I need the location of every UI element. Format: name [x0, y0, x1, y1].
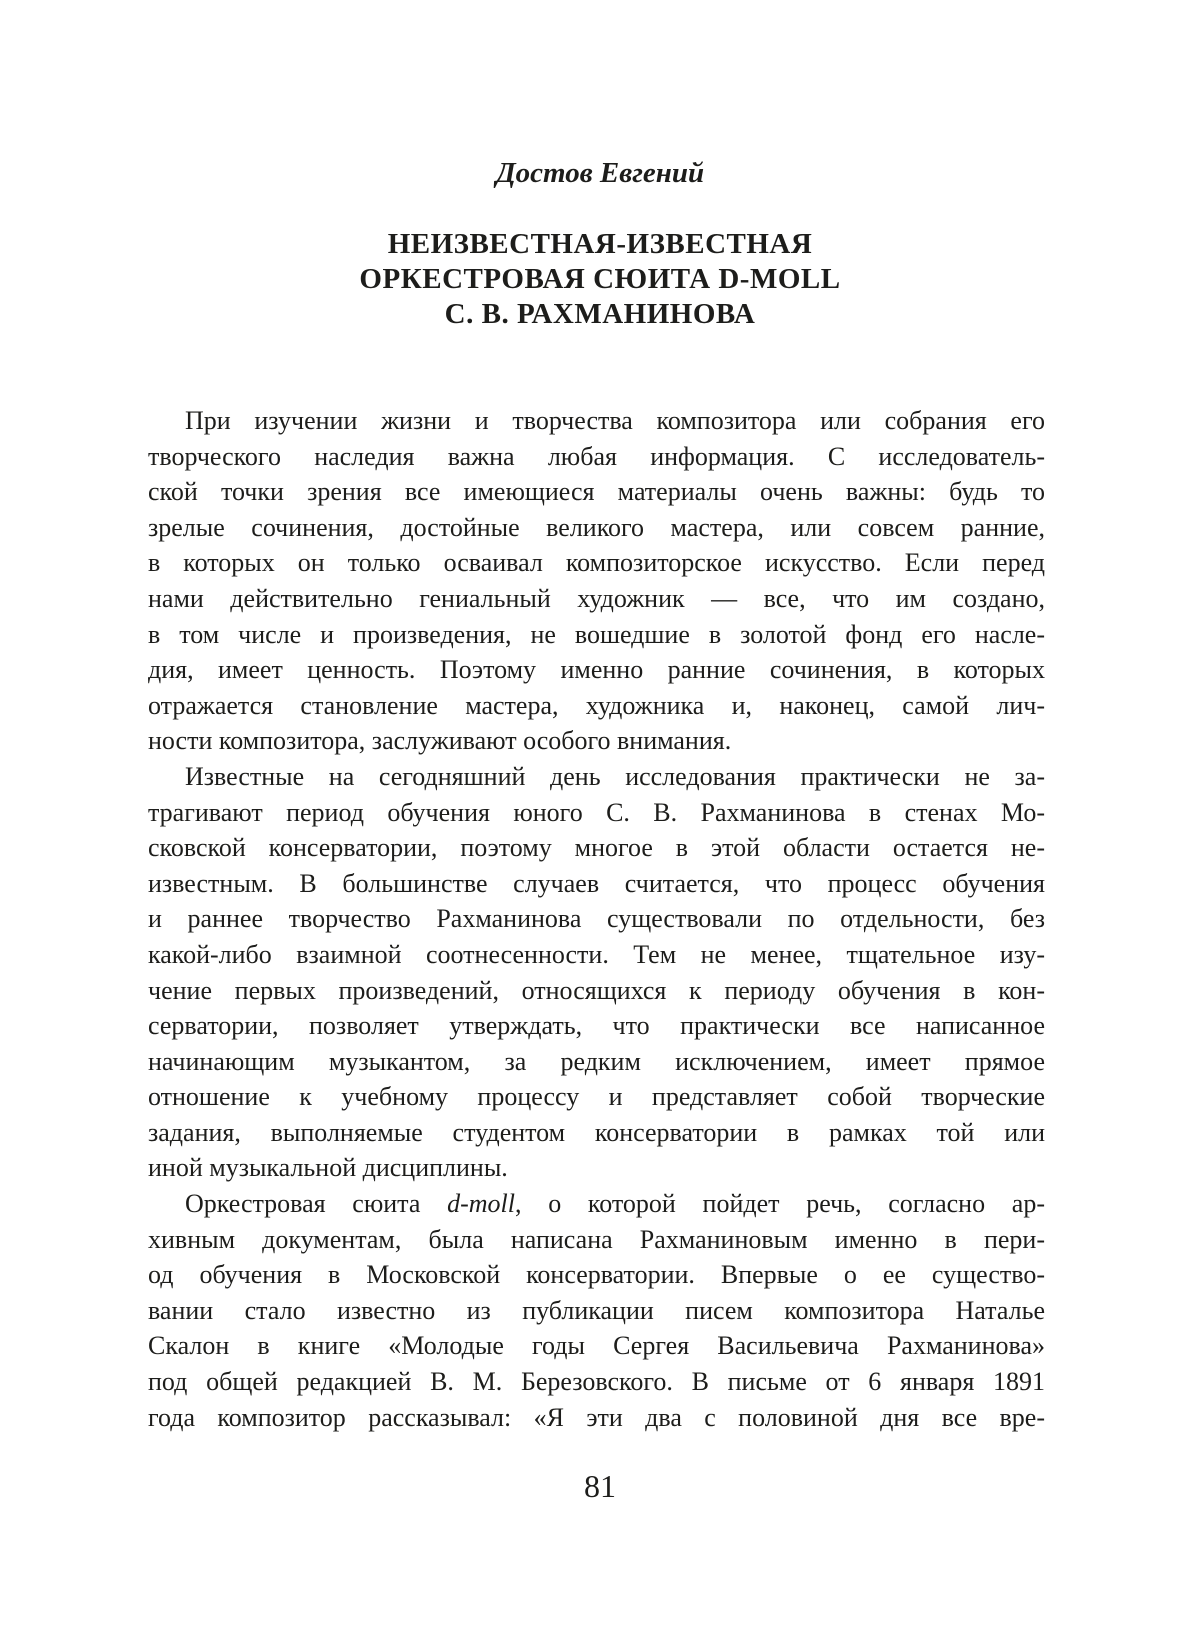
author-name: Достов Евгений [495, 157, 705, 189]
text-line [148, 1186, 1045, 1222]
text-line: При изучении жизни и творчества композитора или собрания его [185, 406, 1045, 435]
paragraph [148, 1186, 1045, 1435]
text-line: хивным документам, была написана Рахманиновым именно в пери- [148, 1224, 1045, 1254]
text-line: сковской консерватории, поэтому многое в этой области остается не- [148, 833, 1045, 863]
text-line: в которых он только осваивал композиторское искусство. Если перед [148, 548, 1045, 578]
italic-term: d-moll [447, 1189, 516, 1219]
paragraph [148, 403, 1045, 759]
text-line: Известные на сегодняшний день исследования практически не за- [185, 761, 1045, 791]
text-line: ности композитора, заслуживают особого внимания. [148, 726, 732, 756]
text-line: в том числе и произведения, не вошедшие в золотой фонд его насле- [148, 619, 1045, 649]
text-line: отношение к учебному процессу и представляет собой творческие [148, 1082, 1045, 1112]
text-line: од обучения в Московской консерватории. Впервые о ее существо- [148, 1260, 1045, 1290]
text-line: начинающим музыкантом, за редким исключением, имеет прямое [148, 1046, 1045, 1076]
text-line: какой-либо взаимной соотнесенности. Тем не менее, тщательное изу- [148, 939, 1045, 969]
text-segment: , о которой пойдет речь, согласно ар- [515, 1189, 1045, 1219]
text-line: чение первых произведений, относящихся к периоду обучения в кон- [148, 975, 1045, 1005]
text-line: серватории, позволяет утверждать, что практически все написанное [148, 1011, 1045, 1041]
text-line: ской точки зрения все имеющиеся материалы очень важны: будь то [148, 477, 1045, 507]
text-line: и раннее творчество Рахманинова существовали по отдельности, без [148, 904, 1045, 934]
text-line: иной музыкальной дисциплины. [148, 1153, 508, 1183]
text-line: нами действительно гениальный художник — все, что им создано, [148, 583, 1045, 613]
body-text [148, 403, 1045, 1435]
text-line: задания, выполняемые студентом консерватории в рамках той или [148, 1117, 1045, 1147]
text-line: дия, имеет ценность. Поэтому именно ранние сочинения, в которых [148, 655, 1045, 685]
text-line: известным. В большинстве случаев считается, что процесс обучения [148, 868, 1045, 898]
text-line: творческого наследия важна любая информация. С исследователь- [148, 441, 1045, 471]
text-line: зрелые сочинения, достойные великого мастера, или совсем ранние, [148, 512, 1045, 542]
text-line: отражается становление мастера, художника и, наконец, самой лич- [148, 690, 1045, 720]
text-line: Скалон в книге «Молодые годы Сергея Васильевича Рахманинова» [148, 1331, 1045, 1361]
title-line: ОРКЕСТРОВАЯ СЮИТА D-MOLL [359, 263, 841, 295]
text-segment: Оркестровая сюита [185, 1189, 448, 1219]
text-line: вании стало известно из публикации писем композитора Наталье [148, 1295, 1045, 1325]
text-line: трагивают период обучения юного С. В. Рахманинова в стенах Мо- [148, 797, 1045, 827]
title-line: С. В. РАХМАНИНОВА [444, 298, 756, 330]
page-number: 81 [584, 1468, 616, 1504]
text-line: года композитор рассказывал: «Я эти два с половиной дня все вре- [148, 1402, 1045, 1432]
paragraph [148, 759, 1045, 1186]
title-line: НЕИЗВЕСТНАЯ-ИЗВЕСТНАЯ [387, 228, 813, 260]
article-title [0, 227, 1200, 332]
text-line: под общей редакцией В. М. Березовского. В письме от 6 января 1891 [148, 1367, 1045, 1397]
